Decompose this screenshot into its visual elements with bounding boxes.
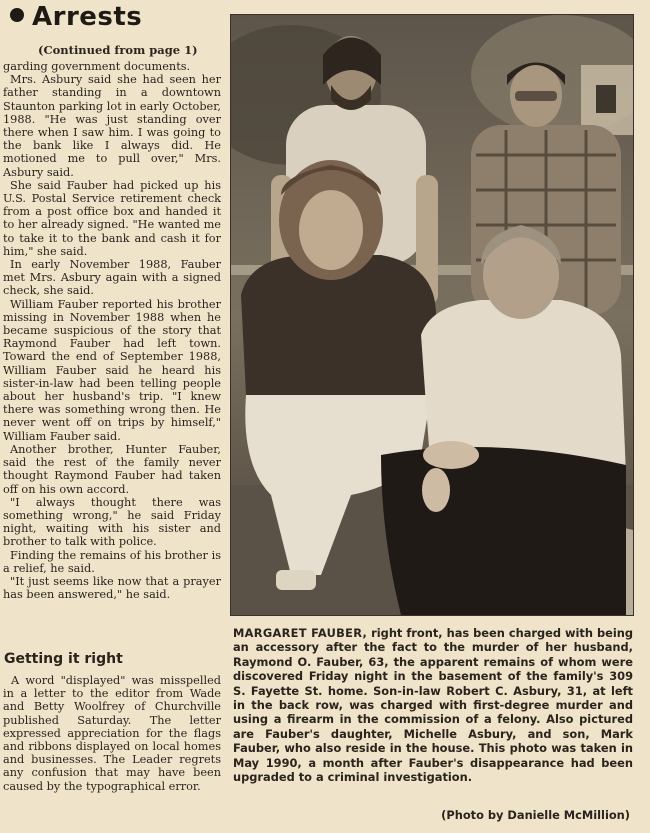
story-paragraph: William Fauber reported his brother missing in November 1988 when he became suspicious of the story that Raymond Fauber had left town. Toward the end of September 1988, William Fauber said he heard his sister-in-law had been telling people about her husband's trip. "I knew there was something wrong then. He never went off on trips by himself," William Fauber said. xyxy=(3,297,221,443)
photo-illustration xyxy=(231,15,633,615)
story-paragraph: In early November 1988, Fauber met Mrs. Asbury again with a signed check, she said. xyxy=(3,258,221,298)
photo-credit: (Photo by Danielle McMillion) xyxy=(441,808,630,822)
story-body xyxy=(3,60,221,601)
story-paragraph: She said Fauber had picked up his U.S. Postal Service retirement check from a post office box and handed it to her already signed. "He wanted me to take it to the bank and cash it for him," she said. xyxy=(3,178,221,258)
story-column xyxy=(0,0,226,833)
story-paragraph: Another brother, Hunter Fauber, said the rest of the family never thought Raymond Fauber had taken off on his own accord. xyxy=(3,442,221,496)
correction-title: Getting it right xyxy=(4,651,123,667)
photo-caption xyxy=(233,626,633,784)
story-paragraph: "I always thought there was something wrong," he said Friday night, waiting with his sister and brother to talk with police. xyxy=(3,495,221,549)
headline-text: Arrests xyxy=(32,2,143,32)
correction-body xyxy=(3,674,221,793)
continued-line: (Continued from page 1) xyxy=(38,43,198,57)
caption-lead: MARGARET FAUBER, xyxy=(233,626,368,640)
caption-text: right front, has been charged with being an accessory after the fact to the murder of her husband, Raymond O. Fauber, 63, the apparent remains of whom were discovered Friday night in the basement of the family's 309 S. Fayette St. home. Son-in-law Robert C. Asbury, 31, at left in the back row, was charged with first-degree murder and using a firearm in the commission of a felony. Also pictured are Fauber's daughter, Michelle Asbury, and son, Mark Fauber, who also reside in the house. This photo was taken in May 1990, a month after Fauber's disappearance had been upgraded to a criminal investigation. xyxy=(233,626,634,785)
bullet-icon xyxy=(10,8,24,22)
story-paragraph: Mrs. Asbury said she had seen her father standing in a downtown Staunton parking lot in early October, 1988. "He was just standing over there when I saw him. I was going to the bank like I always did. He motioned me to pull over," Mrs. Asbury said. xyxy=(3,73,221,179)
story-paragraph: Finding the remains of his brother is a relief, he said. xyxy=(3,548,221,575)
story-paragraph: garding government documents. xyxy=(3,60,191,73)
correction-text: A word "displayed" was misspelled in a letter to the editor from Wade and Betty Woolfrey of Churchville published Saturday. The letter expressed appreciation for the flags and ribbons displayed on local homes and businesses. The Leader regrets any confusion that may have been caused by the typographical error. xyxy=(3,674,221,793)
story-paragraph: "It just seems like now that a prayer has been answered," he said. xyxy=(3,574,221,602)
headline xyxy=(10,2,142,32)
family-photo xyxy=(230,14,634,616)
